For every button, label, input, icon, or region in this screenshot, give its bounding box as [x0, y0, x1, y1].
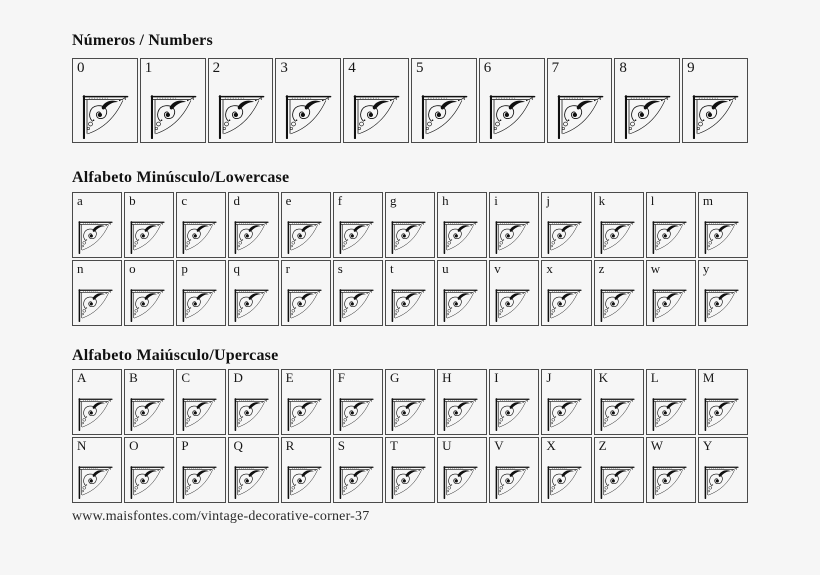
- cell-character-label: 5: [415, 60, 424, 77]
- cell-character-label: n: [77, 260, 84, 276]
- glyph-cell-L: [646, 369, 696, 435]
- decorative-corner-glyph: [391, 221, 426, 254]
- glyph-cell-f: [333, 192, 383, 258]
- glyph-cell-7: [547, 58, 613, 143]
- cell-character-label: E: [285, 370, 294, 386]
- glyph-cell-P: [176, 437, 226, 503]
- decorative-corner-glyph: [547, 398, 582, 431]
- cell-character-label: d: [233, 192, 240, 208]
- decorative-corner-glyph: [339, 289, 374, 322]
- cell-character-label: 9: [687, 60, 695, 77]
- cell-character-label: O: [129, 438, 139, 454]
- cell-character-label: v: [494, 260, 501, 276]
- glyph-cell-S: [333, 437, 383, 503]
- cell-character-label: F: [337, 370, 346, 386]
- glyph-cell-b: [124, 192, 174, 258]
- cell-character-label: T: [389, 438, 398, 454]
- cell-character-label: D: [233, 370, 243, 386]
- decorative-corner-glyph: [130, 466, 165, 499]
- cell-character-label: S: [337, 438, 346, 454]
- cell-character-label: P: [181, 438, 189, 454]
- cell-character-label: M: [702, 370, 715, 386]
- cell-character-label: x: [546, 260, 553, 276]
- cell-character-label: Y: [702, 438, 713, 454]
- glyph-cell-T: [385, 437, 435, 503]
- cell-character-label: K: [598, 370, 608, 386]
- decorative-corner-glyph: [652, 398, 687, 431]
- decorative-corner-glyph: [600, 221, 635, 254]
- decorative-corner-glyph: [234, 398, 269, 431]
- glyph-cell-J: [541, 369, 591, 435]
- glyph-cell-d: [228, 192, 278, 258]
- decorative-corner-glyph: [339, 398, 374, 431]
- cell-character-label: N: [77, 438, 87, 454]
- cell-character-label: 3: [280, 60, 288, 77]
- decorative-corner-glyph: [443, 466, 478, 499]
- glyph-cell-8: [614, 58, 680, 143]
- decorative-corner-glyph: [82, 95, 129, 139]
- decorative-corner-glyph: [624, 95, 671, 139]
- decorative-corner-glyph: [489, 95, 536, 139]
- cell-character-label: 2: [212, 60, 221, 77]
- glyph-cell-x: [541, 260, 591, 326]
- cell-character-label: b: [129, 192, 136, 208]
- cell-character-label: c: [181, 192, 188, 208]
- cell-character-label: B: [129, 370, 138, 386]
- decorative-corner-glyph: [391, 466, 426, 499]
- decorative-corner-glyph: [130, 398, 165, 431]
- decorative-corner-glyph: [443, 221, 478, 254]
- decorative-corner-glyph: [182, 466, 217, 499]
- decorative-corner-glyph: [234, 221, 269, 254]
- glyph-cell-E: [281, 369, 331, 435]
- glyph-cell-s: [333, 260, 383, 326]
- uppercase-table: [72, 369, 748, 503]
- cell-character-label: W: [650, 438, 663, 454]
- glyph-cell-K: [594, 369, 644, 435]
- decorative-corner-glyph: [600, 289, 635, 322]
- numbers-table: [72, 58, 748, 143]
- glyph-cell-q: [228, 260, 278, 326]
- glyph-cell-D: [228, 369, 278, 435]
- decorative-corner-glyph: [339, 466, 374, 499]
- cell-character-label: G: [389, 370, 400, 386]
- cell-character-label: U: [442, 438, 452, 454]
- decorative-corner-glyph: [547, 221, 582, 254]
- decorative-corner-glyph: [150, 95, 197, 139]
- decorative-corner-glyph: [421, 95, 468, 139]
- decorative-corner-glyph: [234, 289, 269, 322]
- decorative-corner-glyph: [234, 466, 269, 499]
- glyph-row: [72, 192, 748, 258]
- glyph-cell-v: [489, 260, 539, 326]
- cell-character-label: J: [546, 370, 552, 386]
- glyph-cell-Z: [594, 437, 644, 503]
- glyph-cell-p: [176, 260, 226, 326]
- cell-character-label: Z: [598, 438, 607, 454]
- glyph-cell-l: [646, 192, 696, 258]
- decorative-corner-glyph: [130, 221, 165, 254]
- uppercase-section-title: Alfabeto Maiúsculo/Upercase: [72, 346, 279, 364]
- decorative-corner-glyph: [652, 221, 687, 254]
- cell-character-label: o: [129, 260, 136, 276]
- uppercase-section: [72, 347, 748, 503]
- cell-character-label: X: [546, 438, 556, 454]
- cell-character-label: p: [181, 260, 188, 276]
- glyph-row: [72, 260, 748, 326]
- glyph-cell-h: [437, 192, 487, 258]
- cell-character-label: j: [546, 192, 551, 208]
- decorative-corner-glyph: [78, 221, 113, 254]
- lowercase-table: [72, 192, 748, 326]
- glyph-cell-I: [489, 369, 539, 435]
- glyph-cell-y: [698, 260, 748, 326]
- decorative-corner-glyph: [600, 466, 635, 499]
- glyph-row: [72, 437, 748, 503]
- glyph-cell-t: [385, 260, 435, 326]
- decorative-corner-glyph: [692, 95, 739, 139]
- cell-character-label: 6: [483, 60, 492, 77]
- glyph-cell-V: [489, 437, 539, 503]
- glyph-row: [72, 369, 748, 435]
- decorative-corner-glyph: [704, 398, 739, 431]
- cell-character-label: 4: [348, 60, 356, 77]
- decorative-corner-glyph: [78, 398, 113, 431]
- cell-character-label: h: [442, 192, 449, 208]
- cell-character-label: s: [337, 260, 343, 276]
- glyph-cell-6: [479, 58, 545, 143]
- cell-character-label: r: [285, 260, 290, 276]
- glyph-cell-0: [72, 58, 138, 143]
- cell-character-label: g: [389, 192, 397, 208]
- glyph-cell-k: [594, 192, 644, 258]
- decorative-corner-glyph: [287, 221, 322, 254]
- decorative-corner-glyph: [495, 466, 530, 499]
- decorative-corner-glyph: [287, 398, 322, 431]
- cell-character-label: i: [494, 192, 498, 208]
- decorative-corner-glyph: [443, 289, 478, 322]
- glyph-cell-u: [437, 260, 487, 326]
- glyph-cell-i: [489, 192, 539, 258]
- cell-character-label: q: [233, 260, 240, 276]
- decorative-corner-glyph: [547, 466, 582, 499]
- decorative-corner-glyph: [704, 289, 739, 322]
- cell-character-label: 8: [619, 60, 627, 77]
- decorative-corner-glyph: [78, 289, 113, 322]
- decorative-corner-glyph: [495, 398, 530, 431]
- glyph-cell-G: [385, 369, 435, 435]
- decorative-corner-glyph: [218, 95, 265, 139]
- glyph-cell-5: [411, 58, 477, 143]
- cell-character-label: C: [181, 370, 190, 386]
- decorative-corner-glyph: [391, 398, 426, 431]
- glyph-cell-c: [176, 192, 226, 258]
- cell-character-label: w: [650, 260, 661, 276]
- glyph-cell-U: [437, 437, 487, 503]
- cell-character-label: z: [598, 260, 605, 276]
- glyph-cell-X: [541, 437, 591, 503]
- glyph-cell-Y: [698, 437, 748, 503]
- cell-character-label: L: [650, 370, 659, 386]
- glyph-cell-z: [594, 260, 644, 326]
- cell-character-label: I: [494, 370, 499, 386]
- cell-character-label: Q: [233, 438, 243, 454]
- decorative-corner-glyph: [391, 289, 426, 322]
- decorative-corner-glyph: [287, 289, 322, 322]
- decorative-corner-glyph: [287, 466, 322, 499]
- glyph-cell-9: [682, 58, 748, 143]
- decorative-corner-glyph: [182, 289, 217, 322]
- footer-url: www.maisfontes.com/vintage-decorative-corner-37: [72, 509, 370, 525]
- glyph-cell-r: [281, 260, 331, 326]
- decorative-corner-glyph: [495, 289, 530, 322]
- glyph-cell-O: [124, 437, 174, 503]
- decorative-corner-glyph: [78, 466, 113, 499]
- decorative-corner-glyph: [130, 289, 165, 322]
- cell-character-label: H: [442, 370, 452, 386]
- decorative-corner-glyph: [704, 466, 739, 499]
- cell-character-label: 0: [77, 60, 85, 77]
- glyph-cell-R: [281, 437, 331, 503]
- glyph-cell-g: [385, 192, 435, 258]
- decorative-corner-glyph: [182, 398, 217, 431]
- cell-character-label: V: [494, 438, 504, 454]
- lowercase-section: [72, 169, 748, 325]
- numbers-section-title: Números / Numbers: [72, 32, 213, 49]
- cell-character-label: R: [285, 438, 295, 454]
- glyph-cell-j: [541, 192, 591, 258]
- cell-character-label: k: [598, 192, 606, 208]
- glyph-cell-o: [124, 260, 174, 326]
- cell-character-label: 1: [144, 60, 153, 77]
- glyph-cell-W: [646, 437, 696, 503]
- decorative-corner-glyph: [495, 221, 530, 254]
- glyph-row: [72, 58, 748, 143]
- glyph-cell-w: [646, 260, 696, 326]
- glyph-cell-3: [275, 58, 341, 143]
- glyph-cell-N: [72, 437, 122, 503]
- glyph-cell-B: [124, 369, 174, 435]
- decorative-corner-glyph: [704, 221, 739, 254]
- decorative-corner-glyph: [353, 95, 400, 139]
- decorative-corner-glyph: [443, 398, 478, 431]
- glyph-cell-M: [698, 369, 748, 435]
- cell-character-label: y: [702, 260, 710, 276]
- glyph-cell-m: [698, 192, 748, 258]
- glyph-cell-A: [72, 369, 122, 435]
- glyph-cell-a: [72, 192, 122, 258]
- decorative-corner-glyph: [652, 466, 687, 499]
- glyph-cell-4: [343, 58, 409, 143]
- glyph-cell-F: [333, 369, 383, 435]
- cell-character-label: m: [702, 192, 713, 208]
- cell-character-label: t: [389, 260, 394, 276]
- decorative-corner-glyph: [339, 221, 374, 254]
- glyph-cell-H: [437, 369, 487, 435]
- numbers-section: [72, 32, 748, 143]
- glyph-cell-1: [140, 58, 206, 143]
- glyph-cell-2: [208, 58, 274, 143]
- lowercase-section-title: Alfabeto Minúsculo/Lowercase: [72, 169, 290, 187]
- decorative-corner-glyph: [547, 289, 582, 322]
- glyph-cell-e: [281, 192, 331, 258]
- cell-character-label: a: [77, 192, 83, 208]
- glyph-cell-Q: [228, 437, 278, 503]
- glyph-cell-n: [72, 260, 122, 326]
- decorative-corner-glyph: [600, 398, 635, 431]
- cell-character-label: f: [337, 192, 343, 208]
- decorative-corner-glyph: [557, 95, 604, 139]
- glyph-cell-C: [176, 369, 226, 435]
- decorative-corner-glyph: [285, 95, 332, 139]
- cell-character-label: 7: [551, 60, 560, 77]
- decorative-corner-glyph: [652, 289, 687, 322]
- cell-character-label: l: [650, 192, 655, 208]
- cell-character-label: e: [285, 192, 292, 208]
- cell-character-label: u: [442, 260, 449, 276]
- decorative-corner-glyph: [182, 221, 217, 254]
- cell-character-label: A: [77, 370, 87, 386]
